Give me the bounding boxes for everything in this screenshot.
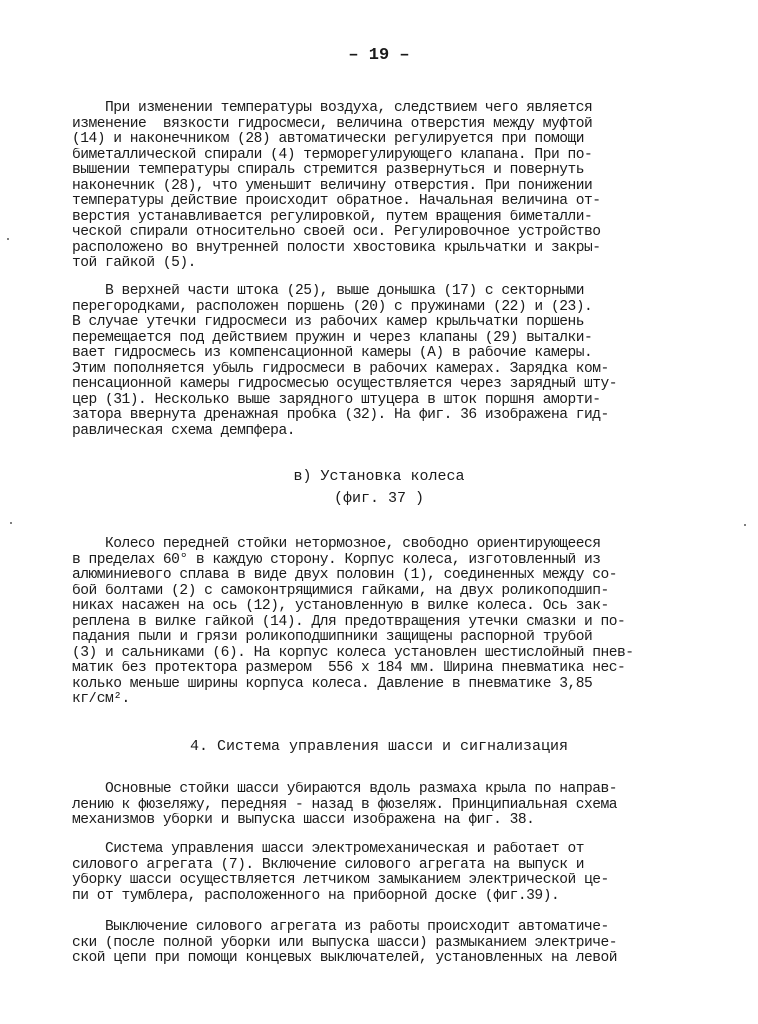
text-line: в пределах 60° в каждую сторону. Корпус колеса, изготовленный из — [72, 552, 601, 568]
text-line: (3) и сальниками (6). На корпус колеса установлен шестислойный пнев- — [72, 645, 634, 661]
section-subheading: (фиг. 37 ) — [333, 490, 424, 507]
text-line: лению к фюзеляжу, передняя - назад в фюзеляж. Принципиальная схема — [72, 797, 618, 813]
text-line: В случае утечки гидросмеси из рабочих камер крыльчатки поршень — [72, 315, 584, 330]
text-line: никах насажен на ось (12), установленную в вилке колеса. Ось зак- — [72, 599, 609, 614]
text-line: Основные стойки шасси убираются вдоль размаха крыла по направ- — [72, 782, 618, 797]
paragraph-wheel — [72, 537, 700, 708]
text-line: затора ввернута дренажная пробка (32). На фиг. 36 изображена гид- — [72, 408, 609, 423]
text-line: матик без протектора размером 556 х 184 мм. Ширина пневматика нес- — [72, 661, 626, 676]
text-line: Выключение силового агрегата из работы происходит автоматиче- — [72, 920, 609, 935]
paragraph-control-system — [72, 842, 700, 904]
text-line: уборку шасси осуществляется летчиком замыканием электрической це- — [72, 873, 609, 888]
text-line: механизмов уборки и выпуска шасси изображена на фиг. 38. — [72, 813, 535, 828]
text-line: цер (31). Несколько выше зарядного штуцера в шток поршня аморти- — [72, 392, 601, 408]
text-line: верстия устанавливается регулировкой, путем вращения биметалли- — [72, 209, 593, 225]
text-line: Этим пополняется убыль гидросмеси в рабочих камерах. Зарядка ком- — [72, 361, 609, 377]
text-line: (14) и наконечником (28) автоматически регулируется при помощи — [72, 132, 584, 147]
text-line: вышении температуры спираль стремится развернуться и повернуть — [72, 163, 584, 178]
text-line: той гайкой (5). — [72, 256, 196, 271]
paragraph-temperature-regulation — [72, 101, 700, 272]
text-line: вает гидросмесь из компенсационной камеры (А) в рабочие камеры. — [72, 346, 593, 361]
text-line: температуры действие происходит обратное. Начальная величина от- — [72, 194, 601, 209]
scan-speck — [7, 238, 9, 240]
text-line: изменение вязкости гидросмеси, величина отверстия между муфтой — [72, 116, 593, 132]
text-line: пи от тумблера, расположенного на приборной доске (фиг.39). — [72, 888, 560, 904]
text-line: алюминиевого сплава в виде двух половин (1), соединенных между со- — [72, 568, 618, 583]
text-line: ской цепи при помощи концевых выключателей, установленных на левой — [72, 951, 618, 966]
text-line: силового агрегата (7). Включение силового агрегата на выпуск и — [72, 857, 584, 873]
text-line: реплена в вилке гайкой (14). Для предотвращения утечки смазки и по- — [72, 614, 626, 630]
text-line: При изменении температуры воздуха, следствием чего является — [72, 101, 593, 116]
text-line: Система управления шасси электромеханическая и работает от — [72, 842, 584, 857]
text-line: колько меньше ширины корпуса колеса. Давление в пневматике 3,85 — [72, 676, 593, 692]
text-line: В верхней части штока (25), выше донышка (17) с секторными — [72, 284, 584, 299]
text-line: Колесо передней стойки нетормозное, свободно ориентирующееся — [72, 537, 601, 552]
text-line: кг/см². — [72, 692, 130, 707]
text-line: равлическая схема демпфера. — [72, 423, 295, 439]
scan-speck — [744, 524, 746, 526]
text-line: перемещается под действием пружин и через клапаны (29) выталки- — [72, 330, 593, 346]
scan-speck — [10, 522, 12, 524]
text-line: ски (после полной уборки или выпуска шасси) размыканием электриче- — [72, 935, 618, 951]
text-line: наконечник (28), что уменьшит величину отверстия. При понижении — [72, 178, 593, 194]
text-line: бой болтами (2) с самоконтрящимися гайками, на двух роликоподшип- — [72, 583, 609, 599]
section-heading: в) Установка колеса — [293, 468, 465, 485]
text-line: падания пыли и грязи роликоподшипники защищены распорной трубой — [72, 630, 593, 645]
text-line: расположено во внутренней полости хвостовика крыльчатки и закры- — [72, 240, 601, 256]
page-number: – 19 – — [348, 46, 410, 65]
text-line: биметаллической спирали (4) терморегулирующего клапана. При по- — [72, 147, 593, 163]
paragraph-switch-off — [72, 920, 700, 967]
text-line: перегородками, расположен поршень (20) с пружинами (22) и (23). — [72, 299, 593, 315]
paragraph-retraction — [72, 782, 700, 829]
section-heading: 4. Система управления шасси и сигнализация — [189, 738, 569, 755]
paragraph-piston — [72, 284, 700, 439]
text-line: ческой спирали относительно своей оси. Регулировочное устройство — [72, 225, 601, 240]
text-line: пенсационной камеры гидросмесью осуществляется через зарядный шту- — [72, 377, 618, 392]
